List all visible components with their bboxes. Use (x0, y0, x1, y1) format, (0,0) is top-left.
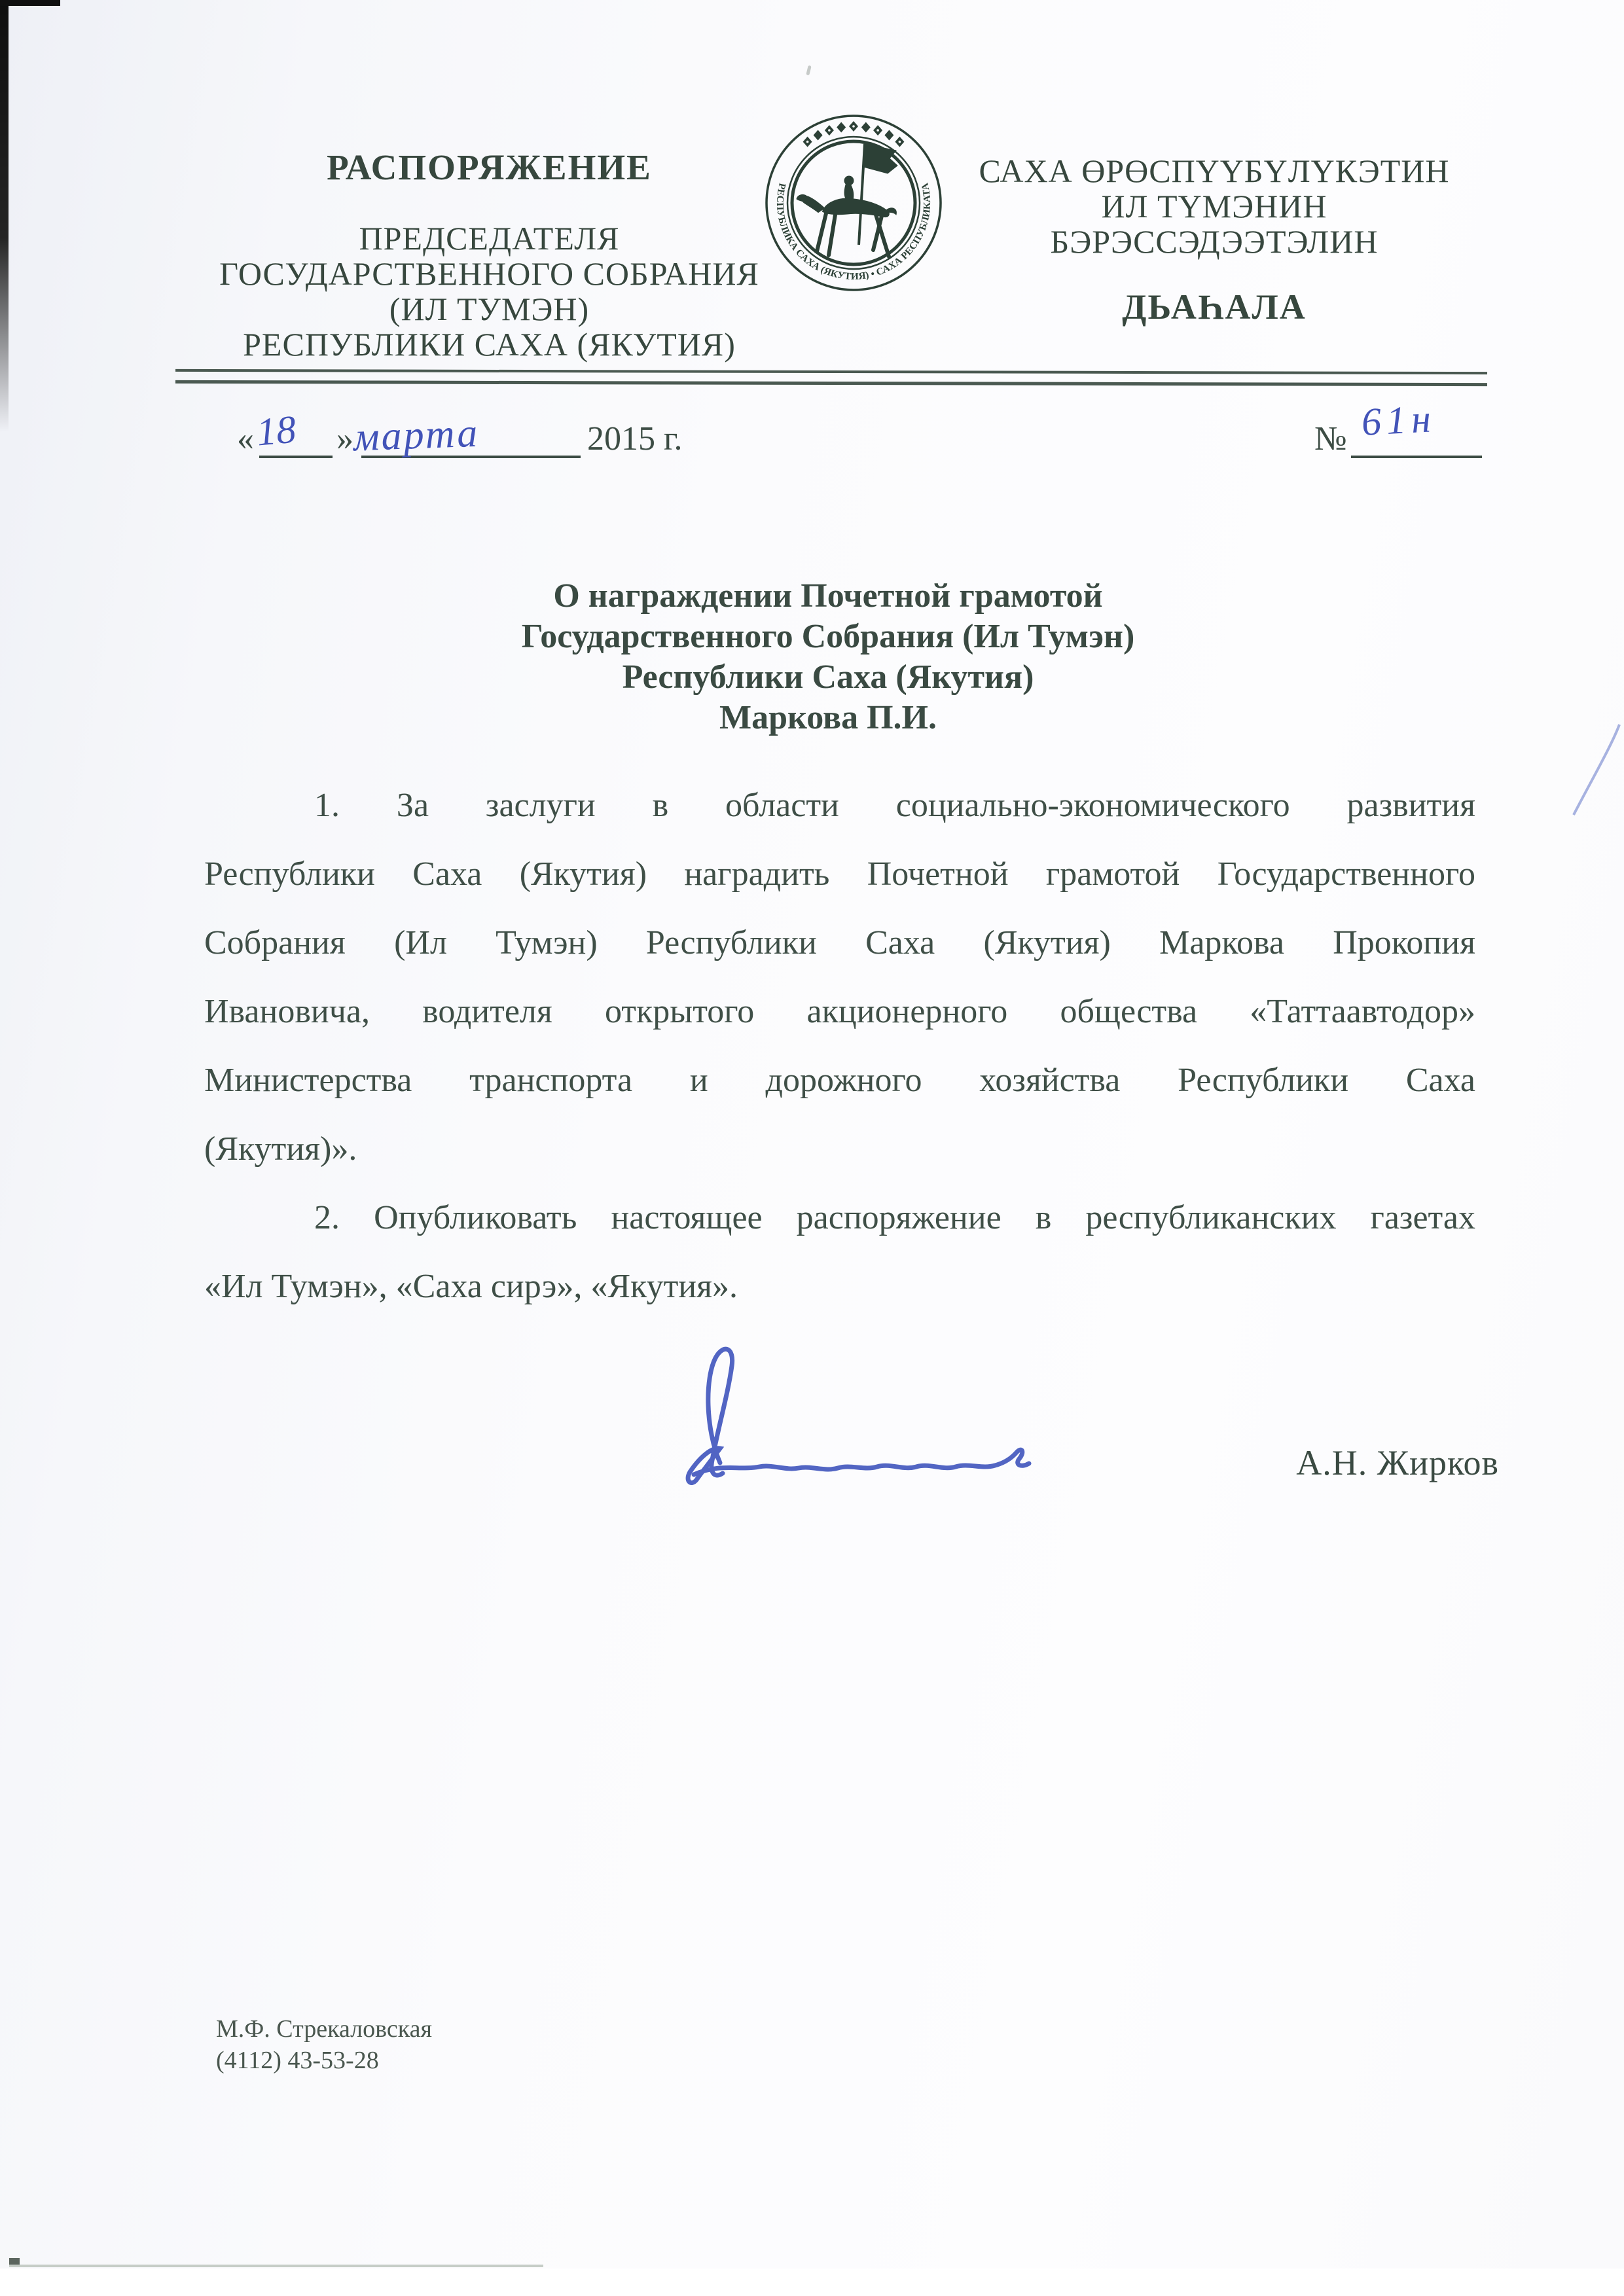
handwritten-day: 18 (255, 407, 298, 454)
signatory-name: А.Н. Жирков (1296, 1443, 1499, 1482)
handwritten-number: 61н (1360, 397, 1437, 444)
decree-word: РАСПОРЯЖЕНИЕ (327, 147, 652, 187)
state-seal-icon (761, 110, 947, 296)
header-right-line: БЭРЭССЭДЭЭТЭЛИН (1050, 223, 1379, 260)
header-divider-rule (175, 369, 1487, 386)
seal-ornament-diamonds (803, 121, 905, 147)
body-line: «Ил Тумэн», «Саха сирэ», «Якутия». (204, 1268, 738, 1305)
decree-word-sakha: ДЬАҺАЛА (1122, 287, 1307, 327)
title-line: О награждении Почетной грамотой (553, 577, 1103, 615)
body-line: 1. За заслуги в области социально-экономического развития (314, 787, 1475, 824)
scan-bottom-edge (9, 2265, 543, 2267)
body-line: Ивановича, водителя открытого акционерного общества «Таттаавтодор» (204, 993, 1475, 1030)
seal-ring-text: РЕСПУБЛИКА САХА (ЯКУТИЯ) • САХА РЕСПУБЛИКАТА (774, 181, 933, 283)
handwritten-month: марта (352, 410, 480, 460)
header-left-line: ГОСУДАРСТВЕННОГО СОБРАНИЯ (219, 255, 759, 292)
body-line: Собрания (Ил Тумэн) Республики Саха (Якутия) Маркова Прокопия (204, 924, 1475, 961)
scan-edge-top (0, 0, 60, 6)
document-title (406, 576, 1250, 738)
title-line: Государственного Собрания (Ил Тумэн) (521, 618, 1135, 655)
pen-mark-icon (1564, 717, 1624, 821)
executor-phone: (4112) 43-53-28 (216, 2047, 379, 2074)
year-label: 2015 г. (587, 420, 683, 457)
body-line: (Якутия)». (204, 1130, 357, 1168)
header-left-line: ПРЕДСЕДАТЕЛЯ (359, 220, 620, 257)
header-left-line: (ИЛ ТУМЭН) (389, 291, 590, 327)
scan-edge-left (0, 0, 9, 432)
body-line: Министерства транспорта и дорожного хозяйства Республики Саха (204, 1062, 1475, 1099)
body-text (204, 771, 1475, 1321)
body-line: Республики Саха (Якутия) наградить Почетной грамотой Государственного (204, 855, 1475, 893)
header-right-block (943, 153, 1486, 327)
number-sign: № (1314, 420, 1347, 457)
title-line: Маркова П.И. (719, 699, 937, 736)
executor-block (216, 2013, 432, 2076)
executor-name: М.Ф. Стрекаловская (216, 2015, 432, 2043)
header-right-line: ИЛ ТҮМЭНИН (1101, 188, 1327, 224)
header-right-line: САХА ӨРӨСПҮҮБҮЛҮКЭТИН (979, 152, 1450, 189)
horse-rider-icon (797, 144, 897, 257)
body-line: 2. Опубликовать настоящее распоряжение в республиканских газетах (314, 1199, 1475, 1236)
open-quote: « (237, 420, 254, 457)
title-line: Республики Саха (Якутия) (622, 658, 1034, 696)
header-left-line: РЕСПУБЛИКИ САХА (ЯКУТИЯ) (243, 326, 736, 363)
signature-ink-icon (674, 1332, 1080, 1489)
close-quote: » (336, 420, 353, 457)
header-left-block (167, 147, 812, 362)
